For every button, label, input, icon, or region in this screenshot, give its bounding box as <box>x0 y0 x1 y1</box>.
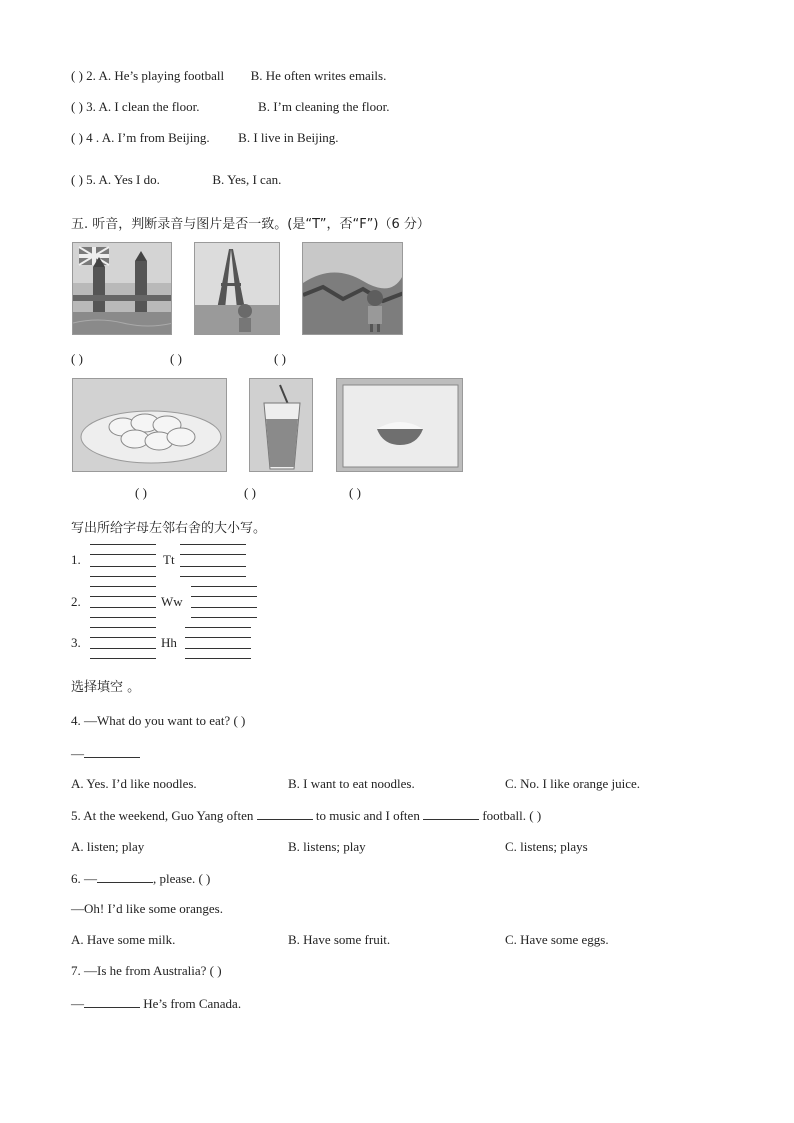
answer-blank-img2[interactable]: ( ) <box>170 351 182 366</box>
choice-section-title: 选择填空 。 <box>71 680 141 695</box>
london-bridge-image <box>72 242 172 335</box>
question-6-answer: —Oh! I’d like some oranges. <box>71 901 223 916</box>
q5-blank-1[interactable] <box>257 807 313 820</box>
letter-3-left-line-4[interactable] <box>90 658 156 659</box>
rice-illustration <box>337 379 463 472</box>
dumplings-illustration <box>73 379 227 472</box>
listening-option-3: ( ) 3. A. I clean the floor. B. I’m cleaning the floor. <box>71 99 390 114</box>
q4-option-a[interactable]: A. Yes. I’d like noodles. <box>71 776 197 791</box>
question-4-answer-line: — <box>71 745 140 762</box>
q5-option-a[interactable]: A. listen; play <box>71 839 145 854</box>
letter-3-right-line-3[interactable] <box>185 648 251 649</box>
listening-option-5: ( ) 5. A. Yes I do. B. Yes, I can. <box>71 172 282 187</box>
question-4: 4. —What do you want to eat? ( ) <box>71 713 246 728</box>
question-6: 6. — , please. ( ) <box>71 871 211 886</box>
letter-1-right-line-4[interactable] <box>180 576 246 577</box>
letter-1-left-line-2[interactable] <box>90 554 156 555</box>
q4-option-b[interactable]: B. I want to eat noodles. <box>288 776 415 791</box>
letter-2-left-line-3[interactable] <box>90 607 156 608</box>
letter-3-right-line-4[interactable] <box>185 658 251 659</box>
letter-item-1-letter: Tt <box>163 552 175 567</box>
letter-item-2-letter: Ww <box>161 594 183 609</box>
q5-option-c[interactable]: C. listens; plays <box>505 839 588 854</box>
answer-blank-img3[interactable]: ( ) <box>274 351 286 366</box>
eiffel-tower-image <box>194 242 280 335</box>
letters-section-title: 写出所给字母左邻右舍的大小写。 <box>71 521 267 536</box>
letter-1-right-line-2[interactable] <box>180 554 246 555</box>
q6-option-b[interactable]: B. Have some fruit. <box>288 932 391 947</box>
q5-option-b[interactable]: B. listens; play <box>288 839 366 854</box>
q5-blank-2[interactable] <box>423 807 479 820</box>
letter-1-left-line-3[interactable] <box>90 566 156 567</box>
q4-answer-blank[interactable] <box>84 745 140 758</box>
q6-option-a[interactable]: A. Have some milk. <box>71 932 176 947</box>
q6-option-c[interactable]: C. Have some eggs. <box>505 932 609 947</box>
letter-2-right-line-4[interactable] <box>191 617 257 618</box>
q4-option-c[interactable]: C. No. I like orange juice. <box>505 776 641 791</box>
rice-image <box>336 378 463 472</box>
answer-blank-img6[interactable]: ( ) <box>349 485 361 500</box>
letter-2-right-line-1[interactable] <box>191 586 257 587</box>
q6-blank[interactable] <box>97 870 153 883</box>
letter-3-left-line-3[interactable] <box>90 648 156 649</box>
letter-3-left-line-2[interactable] <box>90 637 156 638</box>
answer-blank-img4[interactable]: ( ) <box>135 485 147 500</box>
section5-title: 五. 听音，判断录音与图片是否一致。(是“T”，否“F”)（6 分） <box>71 217 430 232</box>
q7-answer-blank[interactable] <box>84 995 140 1008</box>
letter-item-2-number: 2. <box>71 594 81 609</box>
question-7-answer: — He’s from Canada. <box>71 996 242 1011</box>
great-wall-illustration <box>303 243 403 335</box>
letter-3-right-line-2[interactable] <box>185 637 251 638</box>
letter-item-3-number: 3. <box>71 635 81 650</box>
letter-2-left-line-2[interactable] <box>90 596 156 597</box>
letter-1-left-line-4[interactable] <box>90 576 156 577</box>
letter-2-right-line-2[interactable] <box>191 596 257 597</box>
letter-3-right-line-1[interactable] <box>185 627 251 628</box>
question-5: 5. At the weekend, Guo Yang often to music and I often football. ( ) <box>71 808 542 823</box>
letter-1-right-line-1[interactable] <box>180 544 246 545</box>
great-wall-image <box>302 242 403 335</box>
answer-blank-img1[interactable]: ( ) <box>71 351 83 366</box>
eiffel-tower-illustration <box>195 243 280 335</box>
letter-1-right-line-3[interactable] <box>180 566 246 567</box>
question-7: 7. —Is he from Australia? ( ) <box>71 963 222 978</box>
listening-option-2: ( ) 2. A. He’s playing football B. He often writes emails. <box>71 68 387 83</box>
dumplings-image <box>72 378 227 472</box>
letter-item-1-number: 1. <box>71 552 81 567</box>
juice-illustration <box>250 379 313 472</box>
letter-item-3-letter: Hh <box>161 635 177 650</box>
listening-option-4: ( ) 4 . A. I’m from Beijing. B. I live in Beijing. <box>71 130 339 145</box>
letter-2-left-line-4[interactable] <box>90 617 156 618</box>
answer-blank-img5[interactable]: ( ) <box>244 485 256 500</box>
london-bridge-illustration <box>73 243 172 335</box>
letter-3-left-line-1[interactable] <box>90 627 156 628</box>
letter-1-left-line-1[interactable] <box>90 544 156 545</box>
letter-2-left-line-1[interactable] <box>90 586 156 587</box>
letter-2-right-line-3[interactable] <box>191 607 257 608</box>
juice-image <box>249 378 313 472</box>
